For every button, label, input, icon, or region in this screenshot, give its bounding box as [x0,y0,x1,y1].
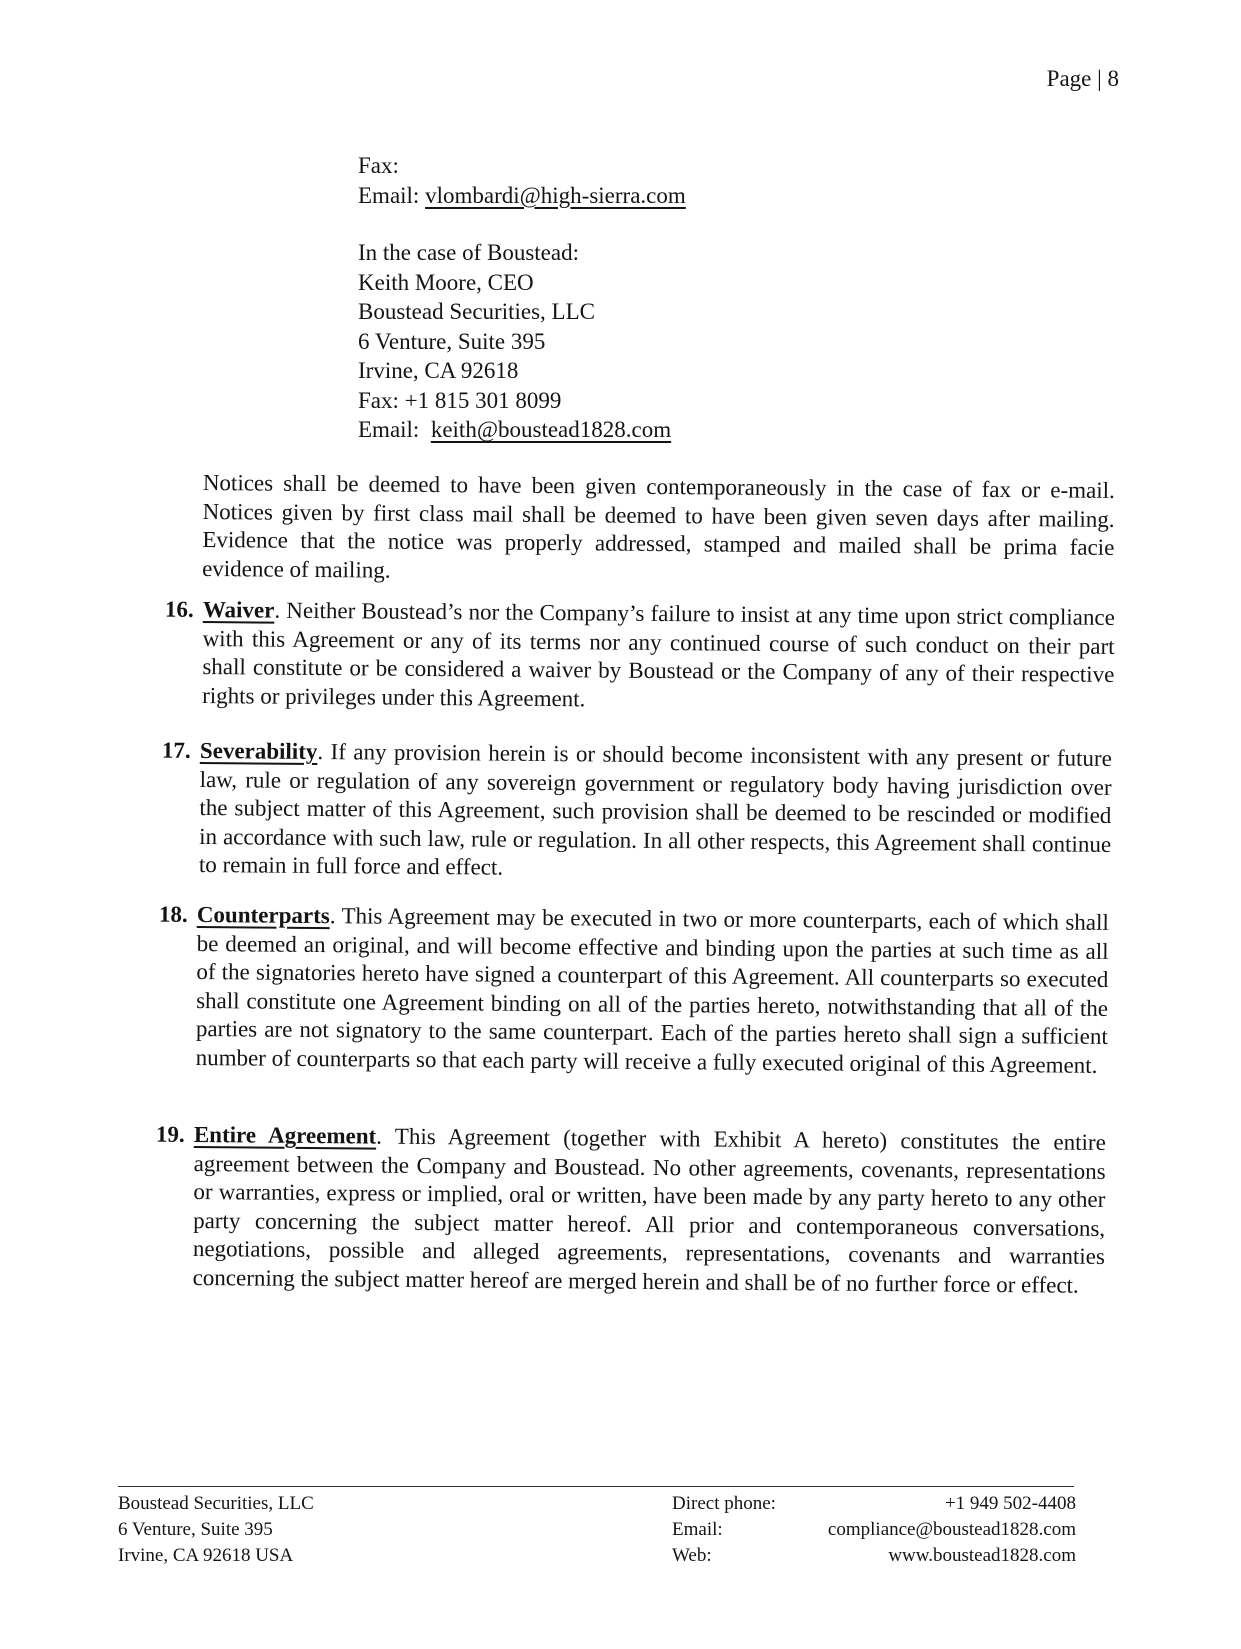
section-number: 18. [158,901,188,927]
boustead-email-line [358,415,671,445]
boustead-intro: In the case of Boustead: [358,240,579,265]
footer-divider [118,1486,1074,1487]
footer-email-link[interactable]: compliance@boustead1828.com [827,1519,1076,1540]
footer-company: Boustead Securities, LLC [118,1493,314,1514]
section-waiver: 16. Waiver. Neither Boustead’s nor the Company’s failure to insist at any time upon strict compliance with this Agreement or any of its terms nor any continued course of such conduct on their part shall constitute or be considered a waiver by Boustead or the Company of any of their respective rights or privileges under this Agreement. [164,596,1115,711]
boustead-contact-name: Keith Moore, CEO [358,269,534,295]
company-email-line [358,181,686,211]
section-heading: Severability [199,737,318,765]
footer-city: Irvine, CA 92618 USA [118,1545,294,1566]
section-text: This Agreement (together with Exhibit A hereto) constitutes the entire agreement between the Company and Boustead. No other agreements, covenants, representations or warranties, express or implied, oral or written, have been made by any party hereto to any other party concerning the subject matter hereof. All prior and contemporaneous conversations, negotiations, possible and alleged agreements, representations, covenants and warranties concerning the subject matter hereof are merged herein and shall be of no further force or effect. [192,1123,1106,1298]
section-heading: Entire Agreement [193,1122,377,1149]
company-email-link[interactable]: vlombardi@high-sierra.com [425,182,686,208]
footer-contact [672,1491,1076,1569]
footer-address [118,1491,314,1569]
boustead-street: 6 Venture, Suite 395 [358,328,546,354]
section-text: This Agreement may be executed in two or more counterparts, each of which shall be deemed an original, and will become effective and binding upon the parties at such time as all of the signatories hereto have signed a counterpart of this Agreement. All counterparts so executed shall constitute one Agreement binding on all of the parties hereto, notwithstanding that all of the parties are not signatory to the same counterpart. Each of the parties hereto shall sign a sufficient number of counterparts so that each party will receive a fully executed original of this Agreement. [195,903,1109,1078]
footer-web-row [672,1543,1076,1569]
footer-email-row [672,1517,1076,1543]
company-contact-block [358,151,686,210]
footer-street: 6 Venture, Suite 395 [118,1519,273,1540]
company-email-label: Email: [358,182,420,208]
section-number: 17. [161,737,191,763]
notices-paragraph: Notices shall be deemed to have been given contemporaneously in the case of fax or e-mail. Notices given by first class mail shall be deemed to have been given seven days after mailing. Evidence that the notice was properly addressed, stamped and mailed shall be prima facie evidence of mailing. [202,469,1115,583]
footer-web-link[interactable]: www.boustead1828.com [888,1545,1076,1566]
section-number: 16. [164,596,194,622]
footer-phone-row [672,1491,1076,1517]
boustead-email-label: Email: [358,417,420,442]
boustead-contact-block [358,238,671,445]
footer-email-label: Email: [672,1519,723,1540]
section-text: Neither Boustead’s nor the Company’s failure to insist at any time upon strict compliance with this Agreement or any of its terms nor any continued course of such conduct on their part shall constitute or be considered a waiver by Boustead or the Company of any of their respective rights or privileges under this Agreement. [202,597,1115,711]
boustead-fax: Fax: +1 815 301 8099 [358,387,562,413]
footer-web-label: Web: [672,1545,712,1566]
boustead-company: Boustead Securities, LLC [358,299,595,324]
section-entire-agreement: 19. Entire Agreement. This Agreement (together with Exhibit A hereto) constitutes the entire agreement between the Company and Boustead. No other agreements, covenants, representations or warranties, express or implied, oral or written, have been made by any party hereto to any other party concerning the subject matter hereof. All prior and contemporaneous conversations, negotiations, possible and alleged agreements, representations, covenants and warranties concerning the subject matter hereof are merged herein and shall be of no further force or effect. [155,1121,1106,1298]
section-number: 19. [155,1121,185,1147]
section-severability: 17. Severability. If any provision herein is or should become inconsistent with any present or future law, rule or regulation of any sovereign government or regulatory body having jurisdiction over the subject matter of this Agreement, such provision shall be deemed to be rescinded or modified in accordance with such law, rule or regulation. In all other respects, this Agreement shall continue to remain in full force and effect. [161,737,1112,880]
section-text: If any provision herein is or should become inconsistent with any present or future law, rule or regulation of any sovereign government or regulatory body having jurisdiction over the subject matter of this Agreement, such provision shall be deemed to be rescinded or modified in accordance with such law, rule or regulation. In all other respects, this Agreement shall continue to remain in full force and effect. [198,739,1112,880]
footer-phone-label: Direct phone: [672,1493,776,1514]
boustead-city: Irvine, CA 92618 [358,358,519,383]
page-number: Page | 8 [1046,66,1119,91]
boustead-email-link[interactable]: keith@boustead1828.com [430,417,672,442]
section-heading: Counterparts [196,901,330,929]
section-counterparts: 18. Counterparts. This Agreement may be executed in two or more counterparts, each of which shall be deemed an original, and will become effective and binding upon the parties at such time as all of the signatories hereto have signed a counterpart of this Agreement. All counterparts so executed shall constitute one Agreement binding on all of the parties hereto, notwithstanding that all of the parties are not signatory to the same counterpart. Each of the parties hereto shall sign a sufficient number of counterparts so that each party will receive a fully executed original of this Agreement. [158,901,1109,1078]
section-heading: Waiver [202,596,275,623]
footer-phone: +1 949 502-4408 [944,1493,1076,1514]
company-fax: Fax: [358,153,399,178]
